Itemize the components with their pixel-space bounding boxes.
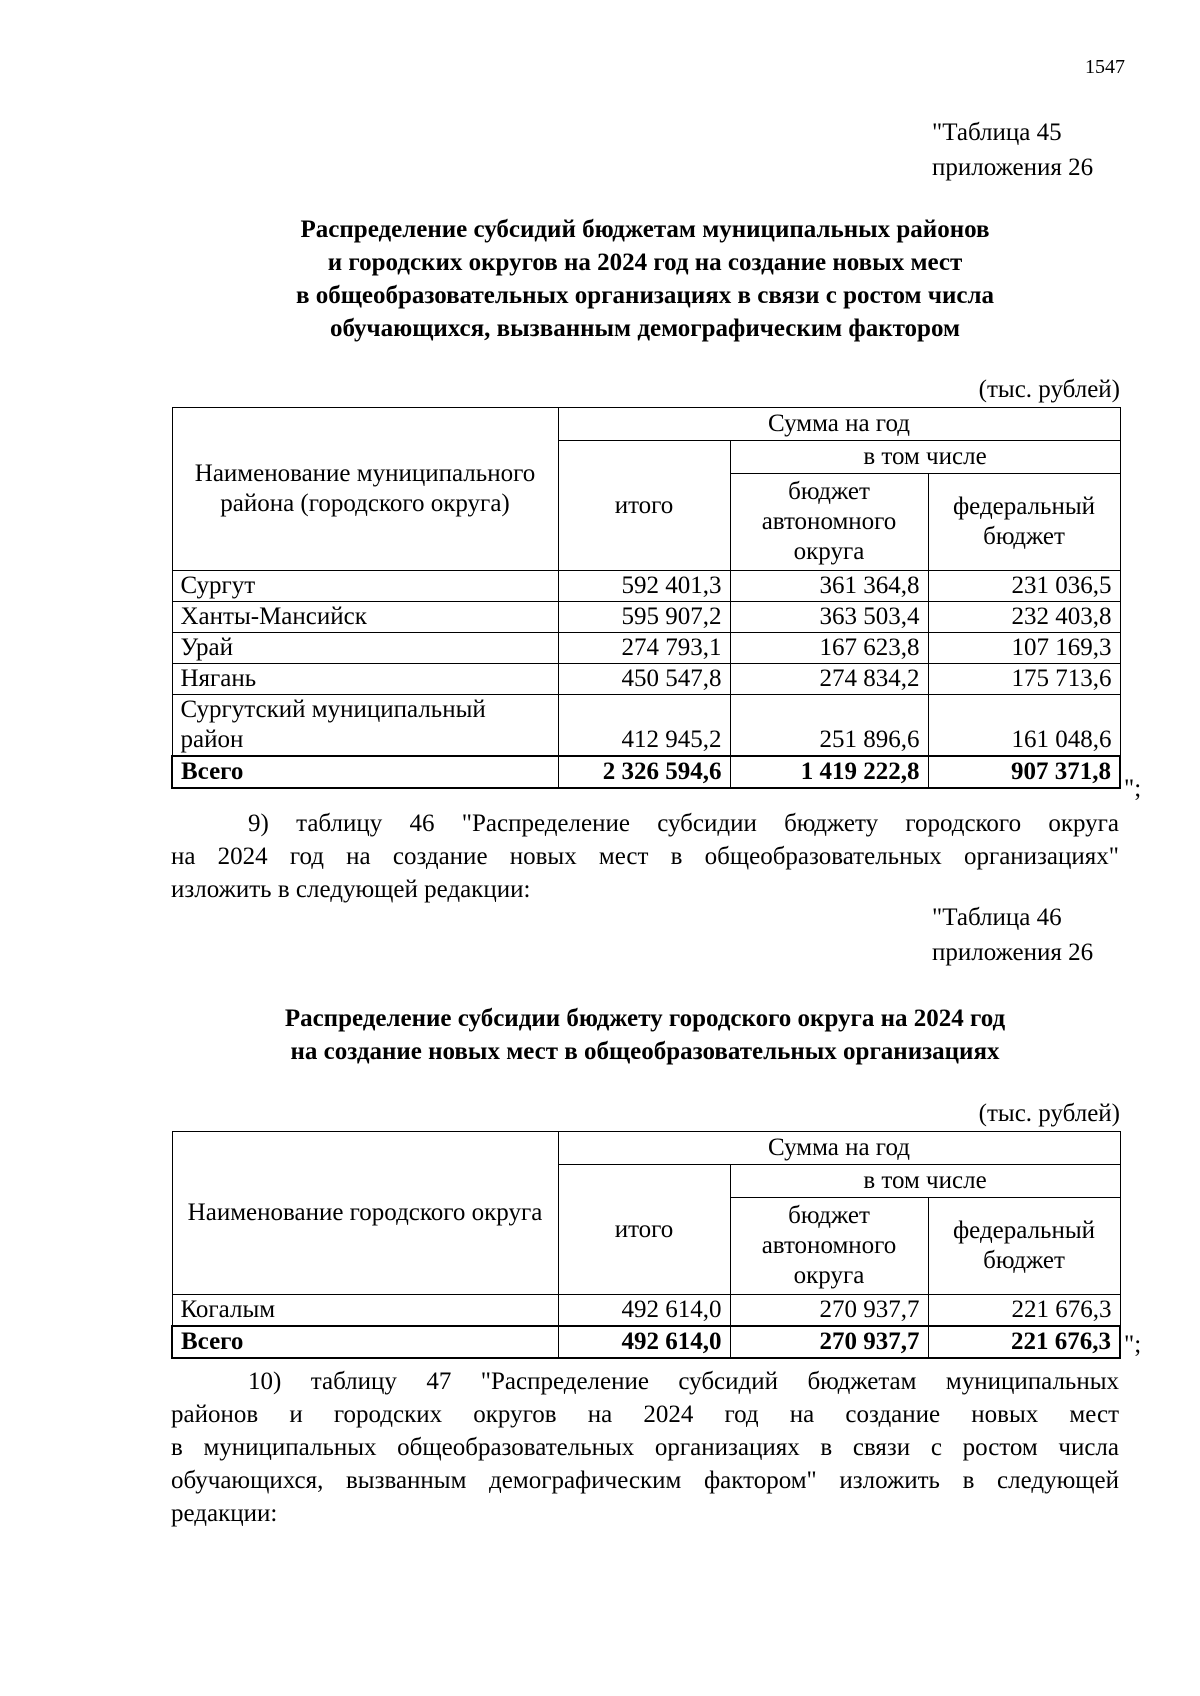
units-label: (тыс. рублей): [978, 376, 1120, 403]
paragraph-line: в муниципальных общеобразовательных организациях в связи с ростом числа: [171, 1434, 1119, 1461]
row-name: Сургут: [172, 571, 558, 602]
total-name: Всего: [172, 1326, 558, 1358]
row-fed: 232 403,8: [928, 602, 1120, 633]
header-including: в том числе: [730, 1165, 1120, 1198]
header-ao-budget: бюджет автономного округа: [730, 1198, 928, 1295]
row-name: Нягань: [172, 664, 558, 695]
table-ref-line: "Таблица 45: [932, 119, 1062, 146]
header-ao-budget: бюджет автономного округа: [730, 474, 928, 571]
table-ref-line: приложения 26: [932, 154, 1094, 181]
row-ao: 363 503,4: [730, 602, 928, 633]
table-ref-line: приложения 26: [932, 939, 1094, 966]
header-including: в том числе: [730, 441, 1120, 474]
row-fed: 175 713,6: [928, 664, 1120, 695]
row-name: Сургутский муниципальный район: [172, 695, 558, 757]
paragraph-line: редакции:: [171, 1500, 278, 1527]
row-total: 492 614,0: [558, 1295, 730, 1327]
title-line: и городских округов на 2024 год на создание новых мест: [327, 249, 963, 276]
header-fed-budget: федеральный бюджет: [928, 474, 1120, 571]
row-fed: 221 676,3: [928, 1295, 1120, 1327]
total-ao: 270 937,7: [730, 1326, 928, 1358]
header-total: итого: [558, 1165, 730, 1295]
total-name: Всего: [172, 756, 558, 788]
row-ao: 167 623,8: [730, 633, 928, 664]
closing-quote: ";: [1124, 1331, 1142, 1358]
table-46: [171, 1131, 1121, 1359]
total-ao: 1 419 222,8: [730, 756, 928, 788]
table-45-reference: [932, 115, 1093, 185]
paragraph-line: районов и городских округов на 2024 год на создание новых мест: [171, 1401, 1119, 1428]
paragraph-line: 10) таблицу 47 "Распределение субсидий бюджетам муниципальных: [248, 1368, 1119, 1395]
row-fed: 231 036,5: [928, 571, 1120, 602]
header-sum: Сумма на год: [558, 408, 1120, 441]
row-total: 595 907,2: [558, 602, 730, 633]
table-45-title: [170, 213, 1120, 345]
paragraph-line: на 2024 год на создание новых мест в общеобразовательных организациях": [171, 843, 1119, 870]
title-line: на создание новых мест в общеобразовательных организациях: [290, 1038, 1000, 1065]
paragraph-9: [171, 807, 1119, 906]
row-total: 450 547,8: [558, 664, 730, 695]
row-total: 274 793,1: [558, 633, 730, 664]
title-line: в общеобразовательных организациях в связи с ростом числа: [296, 282, 994, 309]
row-ao: 361 364,8: [730, 571, 928, 602]
paragraph-10: [171, 1365, 1119, 1530]
header-name: Наименование муниципального района (городского округа): [172, 408, 558, 571]
units-label: (тыс. рублей): [978, 1100, 1120, 1127]
paragraph-line: 9) таблицу 46 "Распределение субсидии бюджету городского округа: [248, 810, 1119, 837]
row-ao: 274 834,2: [730, 664, 928, 695]
paragraph-line: изложить в следующей редакции:: [171, 876, 531, 903]
title-line: Распределение субсидии бюджету городского округа на 2024 год: [284, 1005, 1006, 1032]
row-total: 592 401,3: [558, 571, 730, 602]
table-46-title: [170, 1002, 1120, 1068]
header-total: итого: [558, 441, 730, 571]
row-name: Урай: [172, 633, 558, 664]
total-total: 2 326 594,6: [558, 756, 730, 788]
page-number: 1547: [1085, 56, 1125, 78]
header-sum: Сумма на год: [558, 1132, 1120, 1165]
row-ao: 251 896,6: [730, 695, 928, 757]
table-ref-line: "Таблица 46: [932, 904, 1062, 931]
row-ao: 270 937,7: [730, 1295, 928, 1327]
title-line: обучающихся, вызванным демографическим фактором: [329, 315, 961, 342]
table-46-reference: [932, 900, 1093, 970]
header-name: Наименование городского округа: [172, 1132, 558, 1295]
total-fed: 221 676,3: [928, 1326, 1120, 1358]
title-line: Распределение субсидий бюджетам муниципальных районов: [300, 216, 990, 243]
header-fed-budget: федеральный бюджет: [928, 1198, 1120, 1295]
closing-quote: ";: [1124, 775, 1142, 802]
table-45: [171, 407, 1121, 789]
row-total: 412 945,2: [558, 695, 730, 757]
row-name: Ханты-Мансийск: [172, 602, 558, 633]
row-fed: 161 048,6: [928, 695, 1120, 757]
row-fed: 107 169,3: [928, 633, 1120, 664]
total-total: 492 614,0: [558, 1326, 730, 1358]
total-fed: 907 371,8: [928, 756, 1120, 788]
row-name: Когалым: [172, 1295, 558, 1327]
paragraph-line: обучающихся, вызванным демографическим фактором" изложить в следующей: [171, 1467, 1119, 1494]
